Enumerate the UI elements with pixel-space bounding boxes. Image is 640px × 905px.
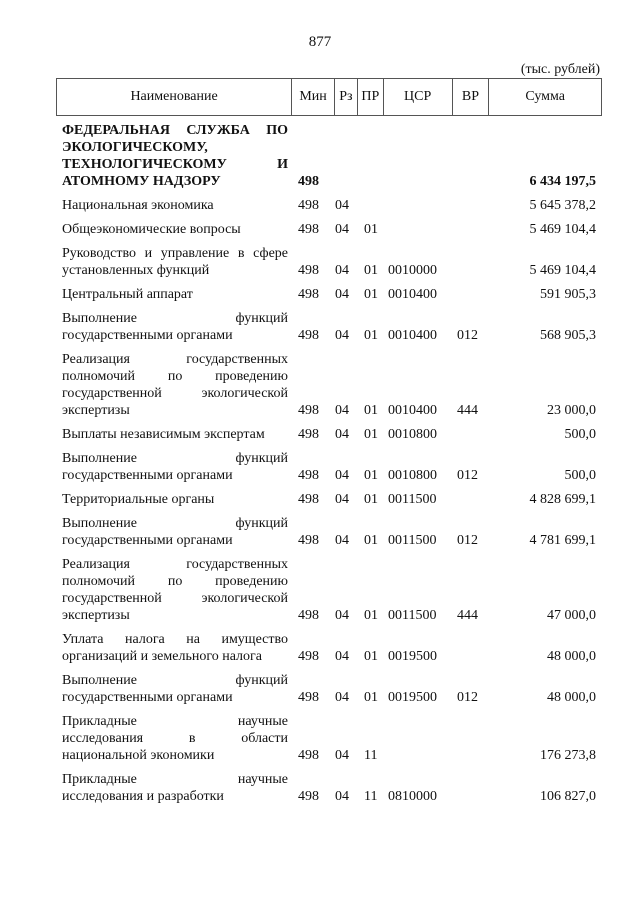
cell-min: 498: [298, 608, 319, 623]
cell-name-line: ЭКОЛОГИЧЕСКОМУ,: [62, 140, 208, 155]
cell-min: 498: [298, 789, 319, 804]
cell-csr: 0019500: [388, 690, 437, 705]
cell-name-line: Национальная экономика: [62, 198, 214, 213]
table-row: [56, 450, 602, 484]
cell-csr: 0010400: [388, 287, 437, 302]
cell-name-line: Прикладные научные: [62, 714, 288, 729]
cell-rz: 04: [335, 263, 349, 278]
cell-rz: 04: [335, 690, 349, 705]
cell-csr: 0010800: [388, 468, 437, 483]
cell-vr: 012: [457, 328, 478, 343]
cell-pr: 01: [364, 690, 378, 705]
table-row: [56, 672, 602, 706]
cell-name: [56, 286, 292, 303]
cell-pr: 01: [364, 287, 378, 302]
cell-pr: 01: [364, 328, 378, 343]
cell-pr: 01: [364, 427, 378, 442]
cell-name-line: полномочий по проведению: [62, 369, 288, 384]
cell-min: 498: [298, 222, 319, 237]
cell-name-line: государственными органами: [62, 690, 233, 705]
cell-pr: 01: [364, 222, 378, 237]
table-row: [56, 310, 602, 344]
cell-name: [56, 771, 292, 805]
table-row: [56, 286, 602, 303]
cell-name-line: установленных функций: [62, 263, 210, 278]
header-csr: ЦСР: [384, 79, 453, 115]
cell-name-line: организаций и земельного налога: [62, 649, 262, 664]
cell-name-line: ФЕДЕРАЛЬНАЯ СЛУЖБА ПО: [62, 123, 288, 138]
header-pr: ПР: [358, 79, 384, 115]
cell-name-line: Реализация государственных: [62, 352, 288, 367]
cell-name-line: национальной экономики: [62, 748, 215, 763]
table-row: [56, 491, 602, 508]
cell-csr: 0011500: [388, 608, 437, 623]
cell-name: [56, 197, 292, 214]
cell-name-line: исследования и разработки: [62, 789, 224, 804]
cell-rz: 04: [335, 198, 349, 213]
cell-sum: 6 434 197,5: [529, 174, 596, 189]
cell-pr: 11: [364, 748, 378, 763]
cell-csr: 0011500: [388, 492, 437, 507]
cell-csr: 0010400: [388, 403, 437, 418]
table-row: [56, 631, 602, 665]
cell-pr: 01: [364, 649, 378, 664]
cell-sum: 5 645 378,2: [529, 198, 596, 213]
cell-name: [56, 491, 292, 508]
table-row: [56, 245, 602, 279]
cell-csr: 0019500: [388, 649, 437, 664]
cell-min: 498: [298, 468, 319, 483]
units-label: (тыс. рублей): [520, 62, 600, 77]
cell-name-line: государственной экологической: [62, 591, 288, 606]
cell-sum: 48 000,0: [547, 649, 596, 664]
cell-sum: 568 905,3: [540, 328, 596, 343]
cell-vr: 444: [457, 608, 478, 623]
cell-name: [56, 556, 292, 624]
cell-csr: 0011500: [388, 533, 437, 548]
cell-name: [56, 515, 292, 549]
cell-name-line: Выплаты независимым экспертам: [62, 427, 265, 442]
cell-pr: 01: [364, 608, 378, 623]
cell-name-line: Прикладные научные: [62, 772, 288, 787]
cell-vr: 444: [457, 403, 478, 418]
page-number: 877: [308, 34, 332, 50]
cell-name-line: Выполнение функций: [62, 673, 288, 688]
cell-name-line: Реализация государственных: [62, 557, 288, 572]
table-row: [56, 556, 602, 624]
cell-rz: 04: [335, 287, 349, 302]
cell-vr: 012: [457, 468, 478, 483]
cell-min: 498: [298, 533, 319, 548]
cell-name: [56, 351, 292, 419]
cell-name-line: Общеэкономические вопросы: [62, 222, 241, 237]
cell-name-line: АТОМНОМУ НАДЗОРУ: [62, 174, 221, 189]
cell-name-line: исследования в области: [62, 731, 288, 746]
cell-name-line: Территориальные органы: [62, 492, 215, 507]
cell-name-line: полномочий по проведению: [62, 574, 288, 589]
cell-vr: 012: [457, 533, 478, 548]
cell-sum: 5 469 104,4: [529, 222, 596, 237]
cell-name-line: экспертизы: [62, 608, 130, 623]
cell-name-line: государственными органами: [62, 468, 233, 483]
cell-min: 498: [298, 427, 319, 442]
cell-vr: 012: [457, 690, 478, 705]
cell-min: 498: [298, 198, 319, 213]
cell-rz: 04: [335, 427, 349, 442]
cell-min: 498: [298, 690, 319, 705]
cell-pr: 01: [364, 403, 378, 418]
cell-rz: 04: [335, 649, 349, 664]
cell-min: 498: [298, 174, 319, 189]
cell-sum: 47 000,0: [547, 608, 596, 623]
cell-name: [56, 245, 292, 279]
header-min: Мин: [292, 79, 335, 115]
cell-name: [56, 450, 292, 484]
cell-csr: 0010000: [388, 263, 437, 278]
cell-name-line: государственными органами: [62, 328, 233, 343]
cell-sum: 500,0: [564, 468, 596, 483]
cell-min: 498: [298, 649, 319, 664]
cell-min: 498: [298, 263, 319, 278]
table-row: [56, 713, 602, 764]
cell-min: 498: [298, 328, 319, 343]
cell-pr: 01: [364, 263, 378, 278]
cell-name-line: экспертизы: [62, 403, 130, 418]
cell-rz: 04: [335, 533, 349, 548]
cell-csr: 0010400: [388, 328, 437, 343]
cell-rz: 04: [335, 222, 349, 237]
header-sum: Сумма: [525, 89, 566, 104]
table-row: [56, 351, 602, 419]
cell-min: 498: [298, 403, 319, 418]
cell-name-line: государственными органами: [62, 533, 233, 548]
cell-name: [56, 310, 292, 344]
cell-name-line: Выполнение функций: [62, 516, 288, 531]
cell-csr: 0810000: [388, 789, 437, 804]
budget-table: [56, 78, 602, 812]
table-header: [56, 78, 602, 116]
cell-rz: 04: [335, 328, 349, 343]
cell-name-line: государственной экологической: [62, 386, 288, 401]
cell-name-line: Центральный аппарат: [62, 287, 193, 302]
cell-name-line: Уплата налога на имущество: [62, 632, 288, 647]
header-name: Наименование: [57, 79, 292, 115]
table-row: [56, 515, 602, 549]
cell-pr: 01: [364, 468, 378, 483]
cell-rz: 04: [335, 492, 349, 507]
cell-rz: 04: [335, 403, 349, 418]
table-row: [56, 197, 602, 214]
cell-rz: 04: [335, 748, 349, 763]
cell-sum: 5 469 104,4: [529, 263, 596, 278]
cell-name-line: ТЕХНОЛОГИЧЕСКОМУ И: [62, 157, 288, 172]
cell-min: 498: [298, 492, 319, 507]
cell-sum: 106 827,0: [540, 789, 596, 804]
cell-sum: 591 905,3: [540, 287, 596, 302]
table-body: [56, 116, 602, 805]
cell-pr: 11: [364, 789, 378, 804]
header-rz: Рз: [335, 79, 358, 115]
cell-name: [56, 221, 292, 238]
cell-csr: 0010800: [388, 427, 437, 442]
cell-sum: 4 828 699,1: [529, 492, 596, 507]
cell-rz: 04: [335, 468, 349, 483]
header-vr: ВР: [453, 79, 490, 115]
cell-min: 498: [298, 287, 319, 302]
cell-name-line: Выполнение функций: [62, 451, 288, 466]
cell-name-line: Выполнение функций: [62, 311, 288, 326]
cell-pr: 01: [364, 533, 378, 548]
cell-sum: 23 000,0: [547, 403, 596, 418]
cell-name: [56, 631, 292, 665]
cell-name: [56, 713, 292, 764]
cell-name: [56, 672, 292, 706]
table-row: [56, 122, 602, 190]
cell-sum: 176 273,8: [540, 748, 596, 763]
cell-name: [56, 122, 292, 190]
cell-rz: 04: [335, 608, 349, 623]
cell-rz: 04: [335, 789, 349, 804]
cell-sum: 48 000,0: [547, 690, 596, 705]
cell-name-line: Руководство и управление в сфере: [62, 246, 288, 261]
table-row: [56, 426, 602, 443]
cell-pr: 01: [364, 492, 378, 507]
table-row: [56, 771, 602, 805]
table-row: [56, 221, 602, 238]
cell-name: [56, 426, 292, 443]
cell-min: 498: [298, 748, 319, 763]
cell-sum: 500,0: [564, 427, 596, 442]
cell-sum: 4 781 699,1: [529, 533, 596, 548]
